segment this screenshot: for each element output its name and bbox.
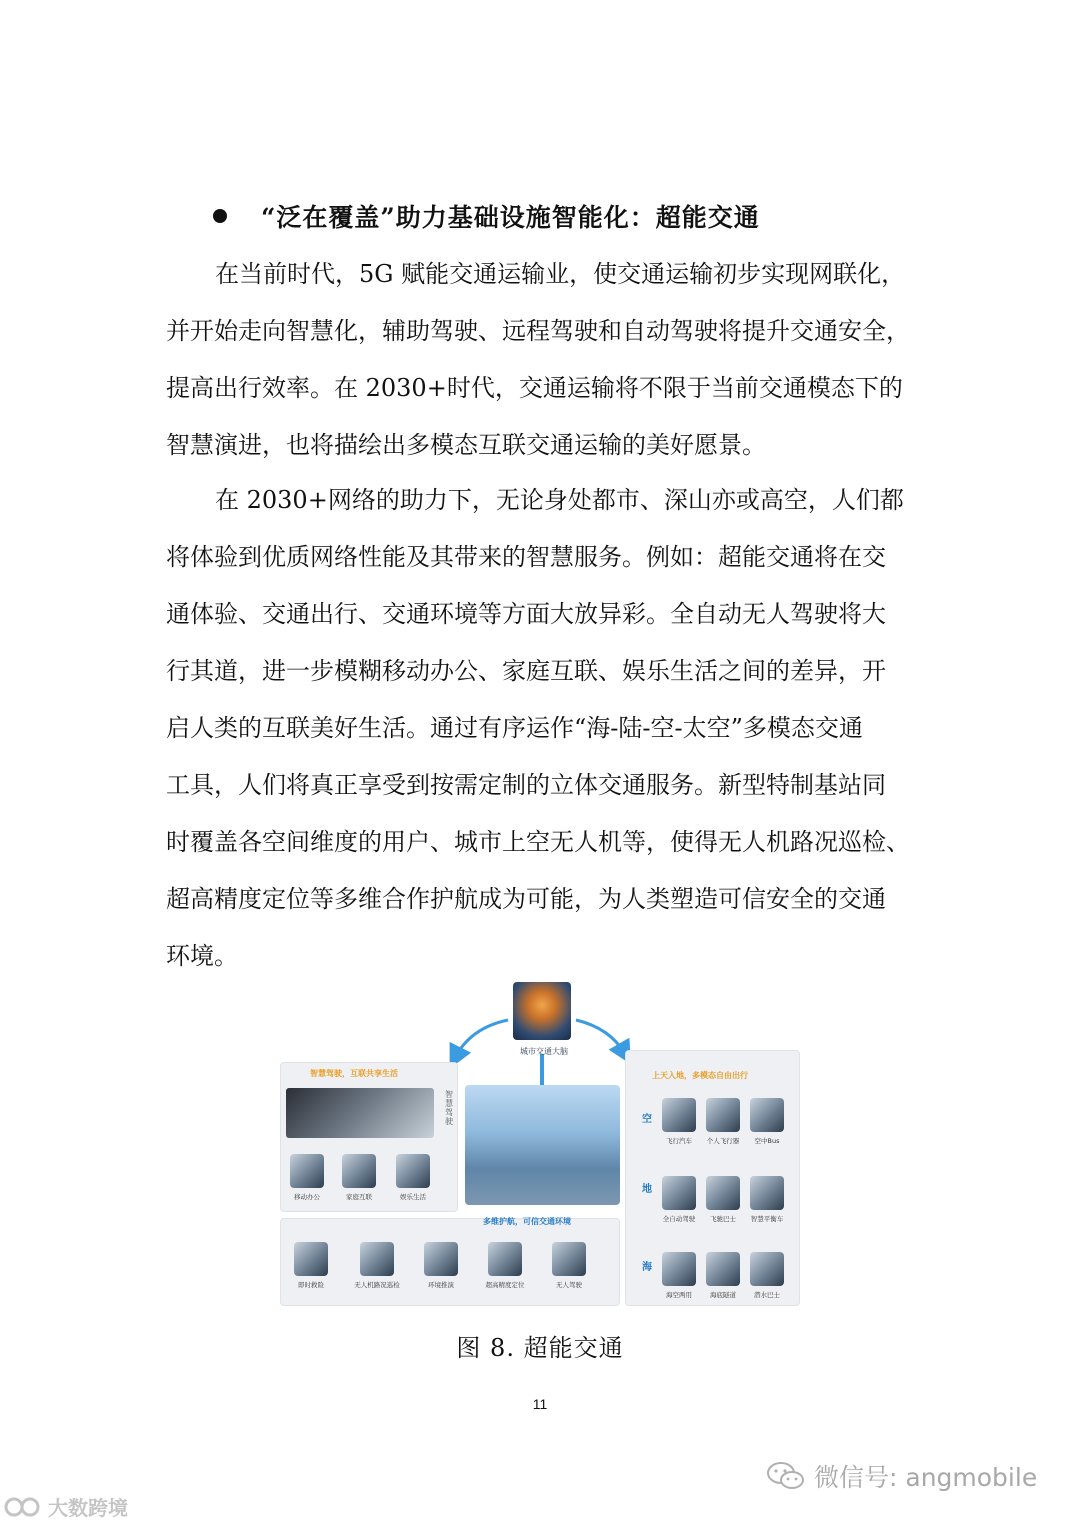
paragraph-line: 智慧演进，也将描绘出多模态互联交通运输的美好愿景。	[166, 431, 766, 459]
paragraph-line: 时覆盖各空间维度的用户、城市上空无人机等，使得无人机路况巡检、	[166, 828, 910, 856]
personal-aircraft-image	[706, 1098, 740, 1132]
drone-inspection-label: 无人机路况巡检	[354, 1281, 400, 1289]
page-number: 11	[532, 1396, 548, 1412]
super-transport-figure	[280, 980, 800, 1318]
paragraph-line: 通体验、交通出行、交通环境等方面大放异彩。全自动无人驾驶将大	[166, 600, 886, 628]
home-connect-image	[342, 1154, 376, 1188]
wechat-watermark-text: 微信号: angmobile	[814, 1463, 1038, 1492]
paragraph-1	[166, 246, 918, 474]
flying-car-label: 飞行汽车	[666, 1137, 692, 1145]
paragraph-line: 并开始走向智慧化，辅助驾驶、远程驾驶和自动驾驶将提升交通安全，	[166, 317, 910, 345]
paragraph-line: 环境。	[166, 942, 238, 970]
entertainment-label: 娱乐生活	[400, 1193, 426, 1201]
paragraph-line: 超高精度定位等多维合作护航成为可能，为人类塑造可信安全的交通	[166, 885, 886, 913]
trusted-environment-caption: 多维护航，可信交通环境	[483, 1217, 571, 1226]
mobile-office-image	[290, 1154, 324, 1188]
flying-bus-label: 飞驰巴士	[710, 1215, 736, 1223]
personal-aircraft-label: 个人飞行器	[706, 1137, 740, 1145]
balance-car-label: 智慧平衡车	[750, 1215, 784, 1223]
brand-logo-icon	[4, 1494, 44, 1520]
paragraph-line: 将体验到优质网络性能及其带来的智慧服务。例如：超能交通将在交	[166, 543, 886, 571]
flying-car-image	[662, 1098, 696, 1132]
paragraph-line: 提高出行效率。在 2030+时代，交通运输将不限于当前交通模态下的	[166, 374, 903, 402]
precision-positioning-image	[488, 1242, 522, 1276]
flying-bus-image	[706, 1176, 740, 1210]
autonomous-car-image	[662, 1176, 696, 1210]
smart-driving-caption: 智慧驾驶，互联共享生活	[310, 1069, 398, 1078]
air-bus-label: 空中Bus	[754, 1137, 780, 1145]
emergency-rescue-image	[294, 1242, 328, 1276]
air-bus-image	[750, 1098, 784, 1132]
paragraph-line: 行其道，进一步模糊移动办公、家庭互联、娱乐生活之间的差异，开	[166, 657, 886, 685]
brand-watermark	[4, 1492, 128, 1521]
heading-text: “泛在覆盖”助力基础设施智能化：超能交通	[261, 203, 760, 232]
car-interior-image	[286, 1088, 434, 1138]
city-image	[465, 1085, 620, 1205]
environment-simulation-image	[424, 1242, 458, 1276]
sea-air-label: 海空两用	[666, 1291, 692, 1299]
unmanned-driving-label: 无人驾驶	[556, 1281, 582, 1289]
unmanned-driving-image	[552, 1242, 586, 1276]
section-heading	[213, 196, 760, 236]
undersea-tunnel-label: 海底隧道	[710, 1291, 736, 1299]
city-brain-image	[513, 982, 571, 1040]
city-brain-label: 城市交通大脑	[520, 1047, 568, 1056]
emergency-rescue-label: 即时救险	[298, 1281, 324, 1289]
sea-air-image	[662, 1252, 696, 1286]
mobile-office-label: 移动办公	[294, 1193, 320, 1201]
paragraph-2	[166, 472, 918, 985]
wechat-watermark	[766, 1458, 1037, 1494]
submarine-bus-image	[750, 1252, 784, 1286]
drone-inspection-image	[360, 1242, 394, 1276]
paragraph-line: 启人类的互联美好生活。通过有序运作“海-陆-空-太空”多模态交通	[166, 714, 863, 742]
balance-car-image	[750, 1176, 784, 1210]
paragraph-line: 工具，人们将真正享受到按需定制的立体交通服务。新型特制基站同	[166, 771, 886, 799]
bullet-icon	[213, 209, 227, 223]
autonomous-car-label: 全自动驾驶	[662, 1215, 696, 1223]
air-row-label: 空	[642, 1114, 652, 1125]
undersea-tunnel-image	[706, 1252, 740, 1286]
brand-watermark-text: 大数跨境	[48, 1496, 128, 1520]
home-connect-label: 家庭互联	[346, 1193, 372, 1201]
land-row-label: 地	[642, 1184, 652, 1195]
paragraph-line: 在当前时代，5G 赋能交通运输业，使交通运输初步实现网联化，	[215, 260, 906, 288]
paragraph-line: 在 2030+网络的助力下，无论身处都市、深山亦或高空，人们都	[215, 486, 904, 514]
precision-positioning-label: 超高精度定位	[485, 1281, 525, 1289]
wechat-icon	[766, 1460, 806, 1492]
entertainment-image	[396, 1154, 430, 1188]
multimodal-travel-caption: 上天入地，多模态自由出行	[652, 1071, 748, 1080]
sea-row-label: 海	[642, 1262, 652, 1273]
submarine-bus-label: 潜水巴士	[754, 1291, 780, 1299]
smart-driving-vertical-label: 智慧驾驶	[445, 1090, 453, 1126]
environment-simulation-label: 环境推演	[428, 1281, 454, 1289]
figure-caption: 图 8. 超能交通	[456, 1334, 624, 1362]
